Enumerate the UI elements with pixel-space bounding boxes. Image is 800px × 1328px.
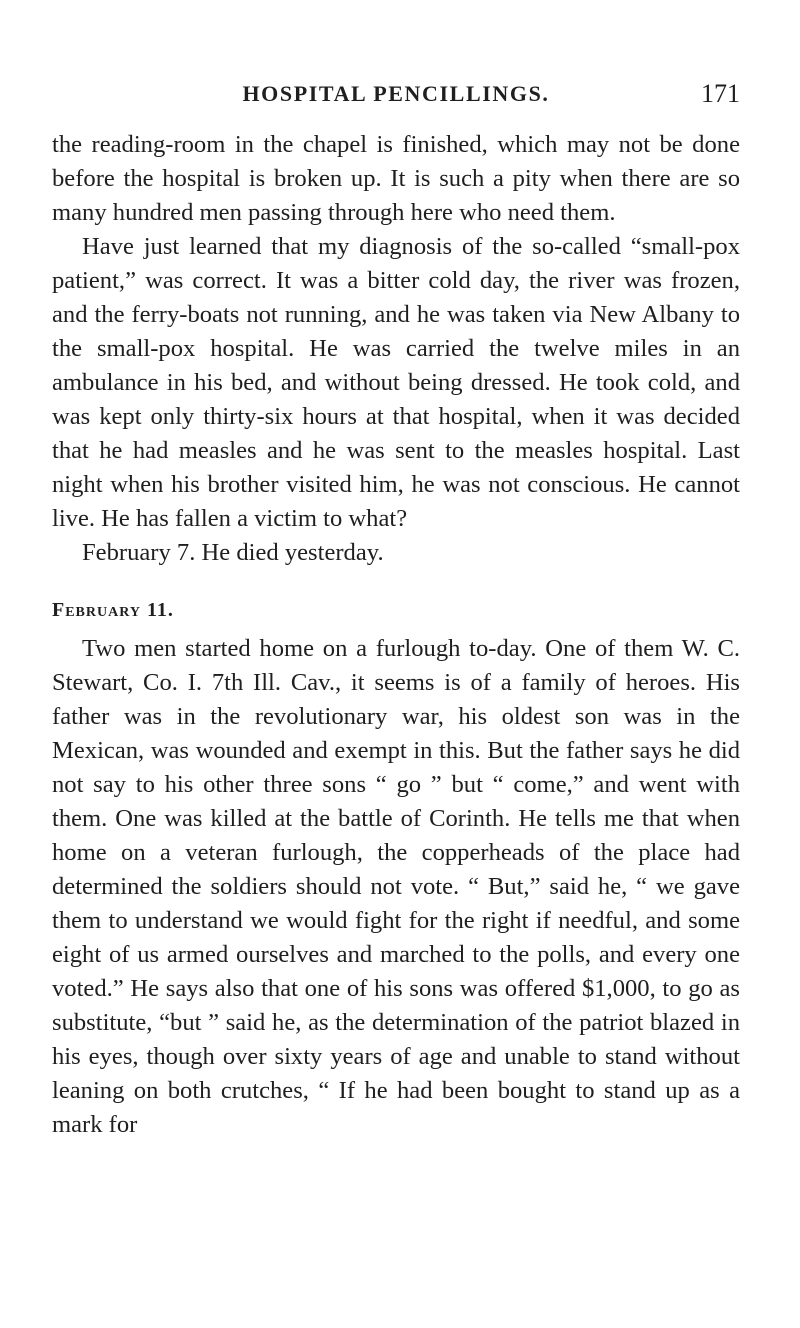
body-text (52, 128, 740, 1142)
paragraph: the reading-room in the chapel is finished, which may not be done before the hospital is broken up. It is such a pity when there are so many hundred men passing through here who need them. (52, 131, 740, 226)
running-title: HOSPITAL PENCILLINGS. (242, 81, 550, 106)
paragraph: Have just learned that my diagnosis of the so-called “small-pox patient,” was correct. It was a bitter cold day, the river was frozen, and the ferry-boats not running, and he was taken via New Albany to the small-pox hospital. He was carried the twelve miles in an ambulance in his bed, and without being dressed. He took cold, and was kept only thirty-six hours at that hospital, when it was decided that he had measles and he was sent to the measles hospital. Last night when his brother visited him, he was not conscious. He cannot live. He has fallen a victim to what? (52, 233, 740, 532)
paragraph: February 7. He died yesterday. (82, 539, 384, 566)
section-heading: February 11. (52, 599, 174, 621)
page-number: 171 (701, 79, 740, 108)
running-head (52, 74, 740, 114)
paragraph: Two men started home on a furlough to-day. One of them W. C. Stewart, Co. I. 7th Ill. Cav., it seems is of a family of heroes. His father was in the revolutionary war, his oldest son was in the Mexican, was wounded and exempt in this. But the father says he did not say to his other three sons “ go ” but “ come,” and went with them. One was killed at the battle of Corinth. He tells me that when home on a veteran furlough, the copperheads of the place had determined the soldiers should not vote. “ But,” said he, “ we gave them to understand we would fight for the right if needful, and some eight of us armed ourselves and marched to the polls, and every one voted.” He says also that one of his sons was offered $1,000, to go as substitute, “but ” said he, as the determination of the patriot blazed in his eyes, though over sixty years of age and unable to stand without leaning on both crutches, “ If he had been bought to stand up as a mark for (52, 635, 740, 1138)
